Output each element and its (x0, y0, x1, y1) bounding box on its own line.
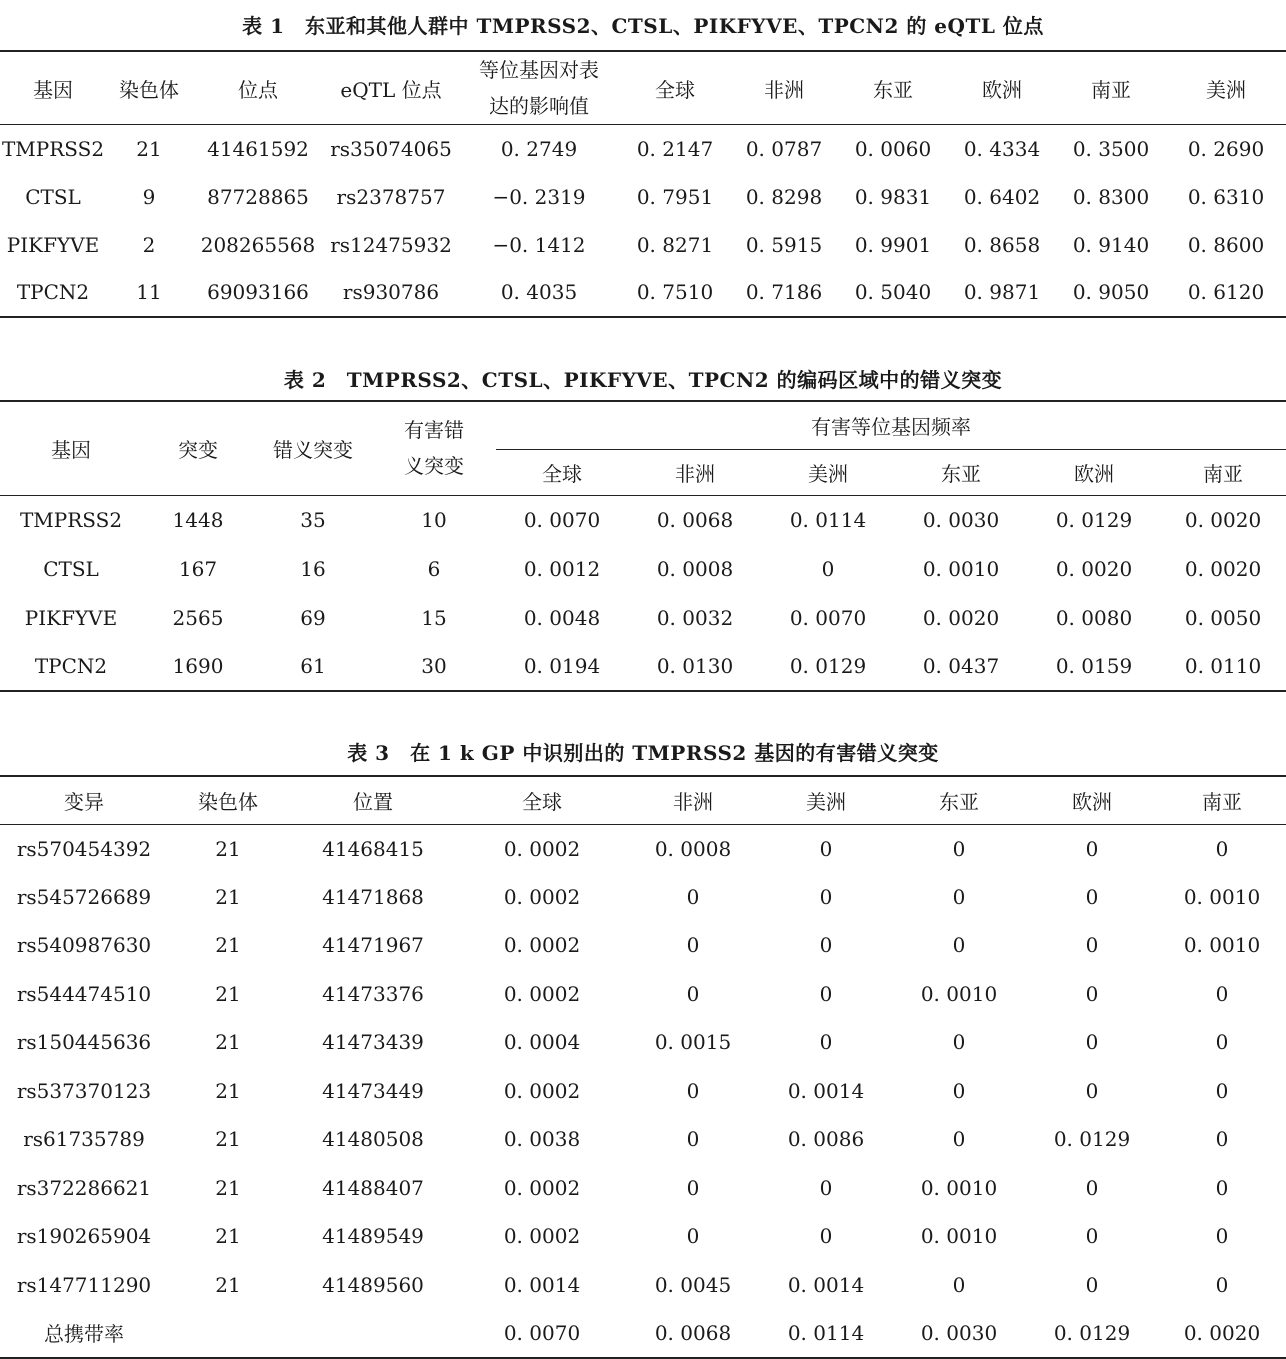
table1-cell: rs2378757 (336, 184, 446, 209)
table3-cell: 0. 0010 (920, 1224, 998, 1249)
table3-cell: 41489549 (322, 1224, 424, 1249)
table-row (0, 1212, 1286, 1261)
table3-header-cell: 变异 (64, 789, 104, 814)
table3-cell: 0. 0010 (1183, 884, 1261, 909)
table2-body (0, 495, 1286, 691)
table2-header-row (0, 401, 1286, 449)
table2-cell: 61 (300, 654, 326, 678)
table2-header-cell: 错义突变 (254, 401, 372, 495)
table1-cell: 0. 8298 (745, 184, 823, 209)
table3-cell: 0 (819, 1175, 833, 1200)
table3-cell: 0 (1085, 1175, 1099, 1200)
table1-cell: 0. 6120 (1187, 280, 1265, 304)
table2-cell: 1448 (172, 507, 224, 532)
table3-cell: 0 (952, 1272, 966, 1297)
table2-cell: 0. 0070 (523, 507, 601, 532)
table3-cell: 0 (1085, 836, 1099, 861)
table3-cell: 41473439 (322, 1030, 424, 1055)
table3-cell: 0 (1215, 1224, 1229, 1249)
table1-cell: 0. 9050 (1072, 280, 1150, 304)
table2-cell: CTSL (43, 556, 99, 581)
table3-header-cell: 染色体 (198, 789, 258, 814)
table3-cell: 21 (215, 1127, 241, 1152)
table1-cell: 0. 8658 (963, 232, 1041, 257)
table1-cell: rs12475932 (330, 232, 452, 257)
table3-header-cell: 南亚 (1202, 789, 1242, 814)
table1-cell: 0. 2690 (1187, 136, 1265, 161)
table3-cell: 0. 0002 (503, 933, 581, 958)
table3-body (0, 824, 1286, 1358)
table1-cell: 0. 5915 (745, 232, 823, 257)
table1-cell: 2 (142, 232, 156, 257)
table1-header-cell: 美洲 (1206, 77, 1246, 102)
table-row (0, 970, 1286, 1019)
table3-cell: rs537370123 (16, 1078, 152, 1103)
table1-cell: 208265568 (200, 232, 316, 257)
table3-cell: rs150445636 (16, 1030, 152, 1055)
table3-cell: rs540987630 (16, 933, 152, 958)
table2-cell: 2565 (172, 605, 224, 630)
table1-cell: 11 (136, 280, 162, 304)
table3-cell: 0 (1215, 1078, 1229, 1103)
table2-cell: 15 (421, 605, 447, 630)
table-row (0, 921, 1286, 970)
table3-cell: 0. 0002 (503, 1175, 581, 1200)
table1-header-cell: 欧洲 (982, 77, 1022, 102)
table3-cell: 21 (215, 884, 241, 909)
table-row (0, 1067, 1286, 1116)
table3-cell: 0 (819, 933, 833, 958)
table3-cell: 0 (1085, 1224, 1099, 1249)
table2-cell: 0. 0070 (789, 605, 867, 630)
table3-cell: 0 (686, 884, 700, 909)
table-row (0, 873, 1286, 922)
table2-cell: 0. 0080 (1055, 605, 1133, 630)
table2-subheader-cell: 全球 (542, 461, 582, 486)
table2-cell: 10 (421, 507, 447, 532)
table3-cell: 0 (686, 981, 700, 1006)
table3-cell: 0 (686, 933, 700, 958)
table2-cell: 0. 0159 (1055, 654, 1133, 678)
table3-cell: 0 (819, 1030, 833, 1055)
table3-cell: 0 (686, 1224, 700, 1249)
table1-caption: 表 1 东亚和其他人群中 TMPRSS2、CTSL、PIKFYVE、TPCN2 的 eQTL 位点 (242, 14, 1044, 38)
table-row (0, 125, 1286, 173)
table-row (0, 642, 1286, 691)
table-row (0, 495, 1286, 544)
table3-cell: 0. 0068 (654, 1320, 732, 1345)
table1-cell: 21 (136, 136, 162, 161)
table1-cell: 87728865 (207, 184, 309, 209)
table3-cell: 0. 0070 (503, 1320, 581, 1345)
table2-cell: 0 (821, 556, 835, 581)
table3-cell: 0. 0010 (920, 1175, 998, 1200)
table3-cell: 41480508 (322, 1127, 424, 1152)
table1-cell: 0. 8271 (636, 232, 714, 257)
table1-header-cell: 非洲 (764, 77, 804, 102)
table3-cell: 21 (215, 1175, 241, 1200)
table3-cell: 0 (1215, 1175, 1229, 1200)
table3-cell: 0. 0002 (503, 1078, 581, 1103)
table2-cell: 0. 0020 (922, 605, 1000, 630)
table3-cell: 21 (215, 1272, 241, 1297)
table2-caption: 表 2 TMPRSS2、CTSL、PIKFYVE、TPCN2 的编码区域中的错义突变 (283, 368, 1003, 392)
table3-cell: 0. 0008 (654, 836, 732, 861)
table3-cell: rs61735789 (23, 1127, 145, 1152)
table-row (0, 269, 1286, 317)
table-row (0, 1309, 1286, 1358)
table3-cell: 0 (1215, 981, 1229, 1006)
table3-cell: 0. 0038 (503, 1127, 581, 1152)
table3-header-cell: 非洲 (673, 789, 713, 814)
table3-cell: 0 (952, 1078, 966, 1103)
table3-cell: 0 (686, 1127, 700, 1152)
table2-header-cell: 基因 (0, 401, 142, 495)
table2-subheader-cell: 欧洲 (1074, 461, 1114, 486)
table-row (0, 1115, 1286, 1164)
table-row (0, 1018, 1286, 1067)
table2-group-header: 有害等位基因频率 (496, 401, 1286, 449)
table1-cell: CTSL (25, 184, 81, 209)
table1-cell: 0. 6310 (1187, 184, 1265, 209)
table2-cell: 35 (300, 507, 326, 532)
table1-cell: 41461592 (207, 136, 309, 161)
table3-cell: 0. 0030 (920, 1320, 998, 1345)
table1-cell: 0. 7186 (745, 280, 823, 304)
table3-cell: 0. 0014 (787, 1272, 865, 1297)
table3-cell: 21 (215, 836, 241, 861)
table2-cell: 0. 0020 (1184, 507, 1262, 532)
table2-cell: 0. 0008 (656, 556, 734, 581)
table1-cell: rs930786 (342, 280, 440, 304)
table3-cell (288, 1309, 458, 1358)
table3-cell: rs147711290 (16, 1272, 152, 1297)
table3-cell: 0 (819, 1224, 833, 1249)
table3-cell: 0 (952, 836, 966, 861)
table2-cell: 16 (300, 556, 326, 581)
table3-header-cell: 东亚 (939, 789, 979, 814)
table2-cell: 0. 0048 (523, 605, 601, 630)
table2-cell: 0. 0110 (1184, 654, 1262, 678)
table3-cell: 0. 0002 (503, 981, 581, 1006)
table2-subheader-cell: 南亚 (1203, 461, 1244, 486)
table3-cell: 21 (215, 933, 241, 958)
table1-cell: 0. 4035 (500, 280, 578, 304)
table3-cell: 0 (819, 884, 833, 909)
table2-cell: 30 (421, 654, 447, 678)
table3-cell: 21 (215, 1078, 241, 1103)
table1-cell: 0. 5040 (854, 280, 932, 304)
table3-cell: 0 (819, 836, 833, 861)
table2-cell: 0. 0050 (1184, 605, 1262, 630)
table2-cell: 0. 0012 (523, 556, 601, 581)
table3-cell: 0 (1215, 836, 1229, 861)
table2-cell: 0. 0020 (1184, 556, 1262, 581)
table1-cell: rs35074065 (330, 136, 452, 161)
table3 (0, 775, 1286, 1359)
table1-header-row (0, 51, 1286, 125)
table3-cell: 0. 0002 (503, 836, 581, 861)
table1-cell: 0. 0060 (854, 136, 932, 161)
table2-subheader-cell: 美洲 (808, 461, 848, 486)
table3-cell: 0 (952, 1030, 966, 1055)
table1 (0, 50, 1286, 318)
table3-cell: 0. 0002 (503, 884, 581, 909)
table1-cell: 9 (142, 184, 156, 209)
table3-cell: rs570454392 (16, 836, 152, 861)
table2-header-cell: 有害错义突变 (372, 401, 496, 495)
table1-cell: 0. 0787 (745, 136, 823, 161)
table1-cell: TMPRSS2 (1, 136, 105, 161)
table3-header-cell: 位置 (353, 789, 393, 814)
table3-cell: 41471967 (322, 933, 424, 958)
table1-cell: 0. 2147 (636, 136, 714, 161)
table1-header-cell: eQTL 位点 (340, 77, 442, 102)
table3-cell: 0 (1085, 933, 1099, 958)
table2-cell: 0. 0020 (1055, 556, 1133, 581)
table3-cell: 41489560 (322, 1272, 424, 1297)
table3-cell: 0 (1085, 1272, 1099, 1297)
table3-cell: 21 (215, 1224, 241, 1249)
table-row (0, 544, 1286, 593)
table3-header-cell: 全球 (522, 789, 562, 814)
table3-cell: 0 (952, 884, 966, 909)
table3-cell: 0 (1085, 1078, 1099, 1103)
table2-cell: 0. 0114 (789, 507, 867, 532)
table3-cell: 0. 0010 (1183, 933, 1261, 958)
table1-cell: PIKFYVE (6, 232, 100, 257)
table2-cell: 0. 0010 (922, 556, 1000, 581)
table-row (0, 593, 1286, 642)
table3-cell: 0 (1215, 1030, 1229, 1055)
table1-cell: 0. 8600 (1187, 232, 1265, 257)
table1-cell: 0. 7951 (636, 184, 714, 209)
table3-cell: 0 (1215, 1127, 1229, 1152)
table2-cell: 1690 (172, 654, 224, 678)
table3-cell: 41473376 (322, 981, 424, 1006)
table3-cell: rs545726689 (16, 884, 152, 909)
table2-cell: TMPRSS2 (19, 507, 123, 532)
table3-cell: 41473449 (322, 1078, 424, 1103)
table3-header-cell: 美洲 (806, 789, 846, 814)
table3-cell: 0 (1085, 1030, 1099, 1055)
table1-cell: 0. 3500 (1072, 136, 1150, 161)
table3-cell: 0. 0129 (1053, 1127, 1131, 1152)
table3-cell: rs544474510 (16, 981, 152, 1006)
table1-cell: −0. 1412 (492, 232, 586, 257)
table3-cell: rs190265904 (16, 1224, 152, 1249)
table1-cell: TPCN2 (16, 280, 90, 304)
table1-cell: 0. 9901 (854, 232, 932, 257)
table2-subheader-cell: 东亚 (941, 461, 981, 486)
table1-cell: 0. 7510 (636, 280, 714, 304)
table1-cell: 0. 8300 (1072, 184, 1150, 209)
table3-cell: 21 (215, 1030, 241, 1055)
table1-header-cell: 全球 (655, 77, 695, 102)
table3-cell: 41471868 (322, 884, 424, 909)
table3-cell: 0. 0114 (787, 1320, 865, 1345)
table1-header-cell: 染色体 (119, 77, 179, 102)
table1-cell: 0. 4334 (963, 136, 1041, 161)
table1-cell: 0. 9140 (1072, 232, 1150, 257)
table1-header-cell: 位点 (238, 77, 278, 102)
table3-cell: 0. 0086 (787, 1127, 865, 1152)
table2-cell: TPCN2 (34, 654, 108, 678)
table3-caption: 表 3 在 1 k GP 中识别出的 TMPRSS2 基因的有害错义突变 (347, 741, 939, 765)
table3-cell: 0 (819, 981, 833, 1006)
table3-cell: 0. 0015 (654, 1030, 732, 1055)
table2-subheader-cell: 非洲 (675, 461, 715, 486)
table-row (0, 1261, 1286, 1310)
table2-cell: PIKFYVE (24, 605, 118, 630)
table3-cell: rs372286621 (16, 1175, 152, 1200)
table1-cell: −0. 2319 (492, 184, 586, 209)
table2-cell: 0. 0129 (1055, 507, 1133, 532)
table3-cell: 0. 0020 (1183, 1320, 1261, 1345)
table2-cell: 0. 0129 (789, 654, 867, 678)
table3-cell: 0 (952, 933, 966, 958)
table-row (0, 1164, 1286, 1213)
table3-cell: 0. 0129 (1053, 1320, 1131, 1345)
table3-cell: 0 (1085, 981, 1099, 1006)
table3-cell: 0. 0010 (920, 981, 998, 1006)
table-row (0, 173, 1286, 221)
table3-header-row (0, 776, 1286, 824)
table3-cell: 总携带率 (44, 1322, 124, 1347)
table-row (0, 824, 1286, 873)
table2-cell: 0. 0030 (922, 507, 1000, 532)
table1-cell: 69093166 (207, 280, 309, 304)
table3-header-cell: 欧洲 (1072, 789, 1112, 814)
table2-cell: 69 (300, 605, 326, 630)
table3-cell: 0 (1085, 884, 1099, 909)
table1-header-cell: 等位基因对表达的影响值 (479, 58, 599, 118)
table2-cell: 167 (178, 556, 218, 581)
table1-cell: 0. 9871 (963, 280, 1041, 304)
table2-cell: 0. 0437 (922, 654, 1000, 678)
table2-cell: 6 (427, 556, 441, 581)
table2 (0, 400, 1286, 692)
table3-cell: 0 (952, 1127, 966, 1152)
table2-cell: 0. 0130 (656, 654, 734, 678)
table3-cell: 0 (1215, 1272, 1229, 1297)
table3-cell: 0 (686, 1078, 700, 1103)
table3-cell: 41468415 (322, 836, 424, 861)
table3-cell (168, 1309, 288, 1358)
table3-cell: 21 (215, 981, 241, 1006)
table1-body (0, 125, 1286, 317)
table3-cell: 0. 0045 (654, 1272, 732, 1297)
table1-header-cell: 基因 (33, 77, 73, 102)
table1-cell: 0. 6402 (963, 184, 1041, 209)
table2-cell: 0. 0194 (523, 654, 601, 678)
table3-cell: 0. 0004 (503, 1030, 581, 1055)
table1-cell: 0. 9831 (854, 184, 932, 209)
table3-cell: 0. 0014 (787, 1078, 865, 1103)
table1-cell: 0. 2749 (500, 136, 578, 161)
table3-cell: 0. 0014 (503, 1272, 581, 1297)
table3-cell: 0 (686, 1175, 700, 1200)
table2-cell: 0. 0032 (656, 605, 734, 630)
table1-header-cell: 南亚 (1091, 77, 1131, 102)
table2-cell: 0. 0068 (656, 507, 734, 532)
table-row (0, 221, 1286, 269)
table1-header-cell: 东亚 (873, 77, 913, 102)
table3-cell: 41488407 (322, 1175, 424, 1200)
table2-header-cell: 突变 (142, 401, 254, 495)
table3-cell: 0. 0002 (503, 1224, 581, 1249)
